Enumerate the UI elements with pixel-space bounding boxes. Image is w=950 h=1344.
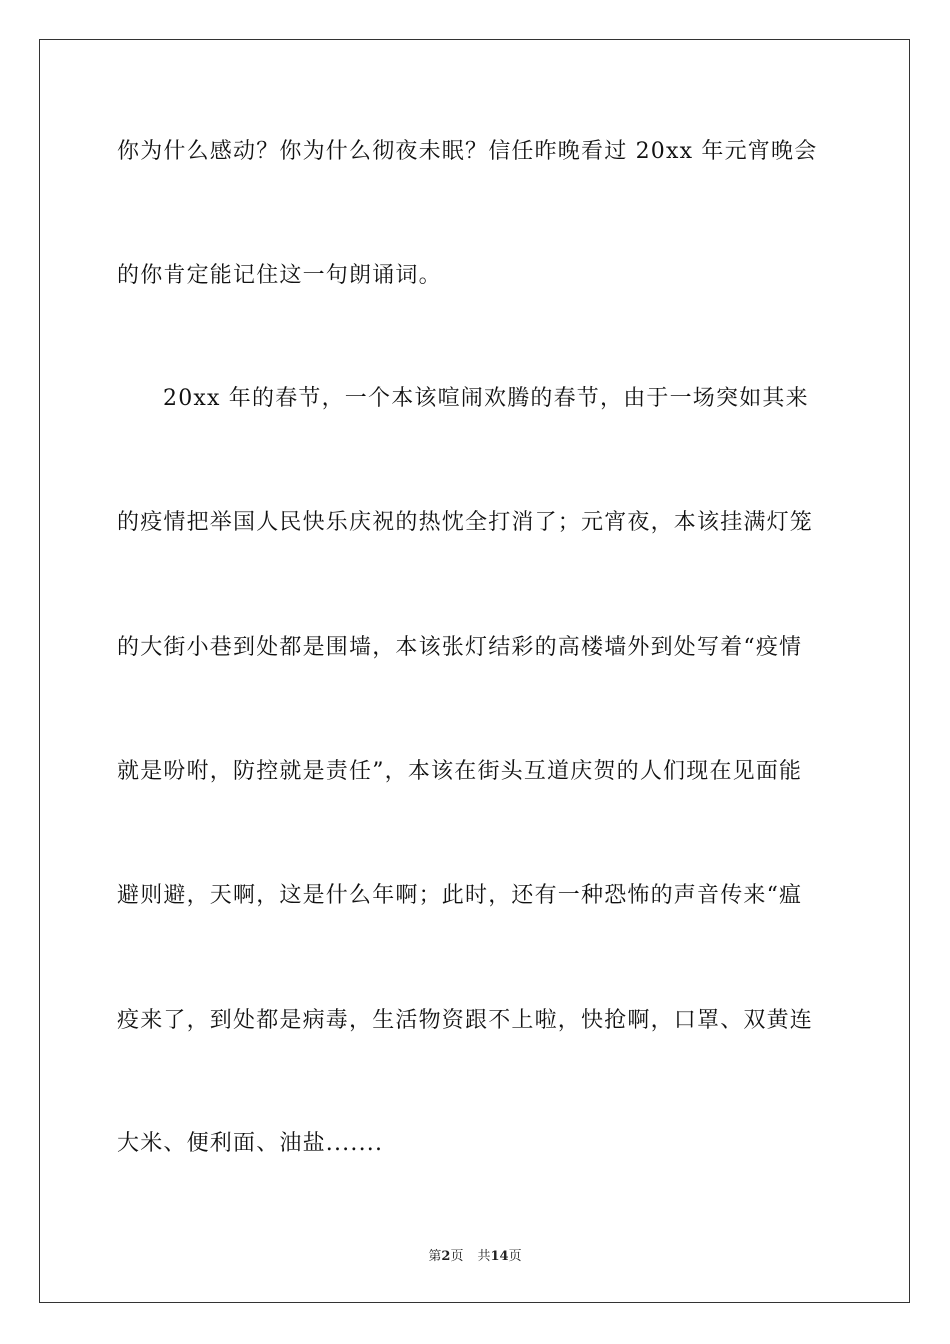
paragraph-first-line: 20xx 年的春节，一个本该喧闹欢腾的春节，由于一场突如其来	[163, 386, 809, 411]
page-suffix: 页	[450, 1249, 464, 1264]
page-footer	[0, 1248, 950, 1266]
total-suffix: 页	[508, 1249, 522, 1264]
text-line: 的你肯定能记住这一句朗诵词。	[117, 263, 442, 288]
text-line: 的大街小巷到处都是围墙，本该张灯结彩的高楼墙外到处写着“疫情	[117, 635, 803, 660]
page-border	[39, 39, 910, 1303]
text-line: 的疫情把举国人民快乐庆祝的热忱全打消了；元宵夜，本该挂满灯笼	[117, 510, 814, 535]
page-number: 2	[441, 1249, 451, 1264]
text-line: 避则避，天啊，这是什么年啊；此时，还有一种恐怖的声音传来“瘟	[117, 883, 803, 908]
text-line: 大米、便利面、油盐.......	[117, 1131, 384, 1156]
page-prefix: 第	[428, 1249, 442, 1264]
text-line: 疫来了，到处都是病毒，生活物资跟不上啦，快抢啊，口罩、双黄连	[117, 1008, 814, 1033]
text-line: 你为什么感动？你为什么彻夜未眠？信任昨晚看过 20xx 年元宵晚会	[117, 139, 818, 164]
total-prefix: 共	[477, 1249, 491, 1264]
total-pages: 14	[490, 1249, 509, 1264]
text-line: 就是吩咐，防控就是责任”，本该在街头互道庆贺的人们现在见面能	[117, 759, 803, 784]
